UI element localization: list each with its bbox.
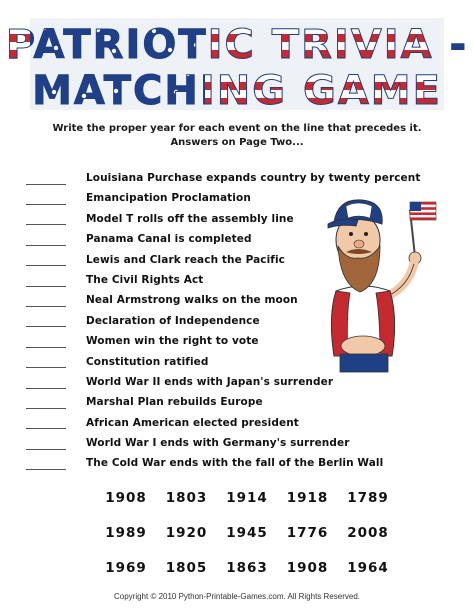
answer-blank[interactable] xyxy=(26,265,66,266)
event-row xyxy=(26,394,446,414)
year-choice: 1969 xyxy=(105,559,147,576)
event-text: Declaration of Independence xyxy=(86,314,260,327)
answer-blank[interactable] xyxy=(26,408,66,409)
year-choice: 1776 xyxy=(286,524,329,541)
year-choice: 1803 xyxy=(165,489,208,506)
answer-blank[interactable] xyxy=(26,367,66,368)
year-choice: 1908 xyxy=(286,559,329,576)
instructions xyxy=(40,122,434,150)
event-row xyxy=(26,415,446,435)
title-banner xyxy=(5,18,469,114)
answer-blank[interactable] xyxy=(26,449,66,450)
instructions-line1: Write the proper year for each event on the line that precedes it. xyxy=(52,123,422,134)
event-text: Women win the right to vote xyxy=(86,335,259,348)
answer-blank[interactable] xyxy=(26,428,66,429)
year-choice: 1908 xyxy=(105,489,147,506)
event-text: Neal Armstrong walks on the moon xyxy=(86,294,298,307)
cartoon-illustration xyxy=(318,196,442,374)
year-row xyxy=(102,480,392,515)
event-row xyxy=(26,455,446,475)
year-choice: 1964 xyxy=(347,559,389,576)
event-text: Lewis and Clark reach the Pacific xyxy=(86,253,285,266)
answer-blank[interactable] xyxy=(26,286,66,287)
year-row xyxy=(102,515,392,550)
year-choice: 1918 xyxy=(286,489,329,506)
year-choice: 1863 xyxy=(226,559,268,576)
year-row xyxy=(102,550,392,585)
cartoon-man-with-flag-illustration xyxy=(318,196,442,374)
answer-blank[interactable] xyxy=(26,184,66,185)
year-choice: 1920 xyxy=(165,524,208,541)
title-graphic xyxy=(5,18,469,114)
year-choice: 1945 xyxy=(226,524,268,541)
year-choice: 1914 xyxy=(226,489,268,506)
title-line1: PATRIOTIC TRIVIA - xyxy=(5,22,469,68)
event-text: African American elected president xyxy=(86,416,299,429)
copyright-notice: Copyright © 2010 Python-Printable-Games.com. All Rights Reserved. xyxy=(113,592,360,601)
event-text: Emancipation Proclamation xyxy=(86,192,251,205)
event-row xyxy=(26,374,446,394)
answer-blank[interactable] xyxy=(26,306,66,307)
event-text: Panama Canal is completed xyxy=(86,233,252,246)
american-flag-icon xyxy=(410,202,436,220)
instructions-line2: Answers on Page Two... xyxy=(170,137,304,148)
event-text: Louisiana Purchase expands country by twenty percent xyxy=(86,172,421,184)
event-text: World War I ends with Germany's surrender xyxy=(86,437,350,450)
answer-blank[interactable] xyxy=(26,347,66,348)
year-choice: 1789 xyxy=(347,489,389,506)
event-row xyxy=(26,435,446,455)
event-row xyxy=(26,170,446,190)
title-line2: MATCHING GAME xyxy=(32,68,442,114)
event-text: The Cold War ends with the fall of the Berlin Wall xyxy=(86,457,384,470)
answer-blank[interactable] xyxy=(26,204,66,205)
year-choices xyxy=(102,480,392,585)
pants xyxy=(340,354,388,372)
year-choice: 1805 xyxy=(165,559,208,576)
event-text: Model T rolls off the assembly line xyxy=(86,212,294,225)
event-text: Marshal Plan rebuilds Europe xyxy=(86,396,263,409)
event-text: Constitution ratified xyxy=(86,355,209,368)
answer-blank[interactable] xyxy=(26,388,66,389)
event-text: The Civil Rights Act xyxy=(86,273,204,286)
answer-blank[interactable] xyxy=(26,469,66,470)
answer-blank[interactable] xyxy=(26,224,66,225)
event-text: World War II ends with Japan's surrender xyxy=(86,375,334,388)
answer-blank[interactable] xyxy=(26,326,66,327)
year-choice: 1989 xyxy=(105,524,147,541)
answer-blank[interactable] xyxy=(26,245,66,246)
year-choice: 2008 xyxy=(347,524,389,541)
